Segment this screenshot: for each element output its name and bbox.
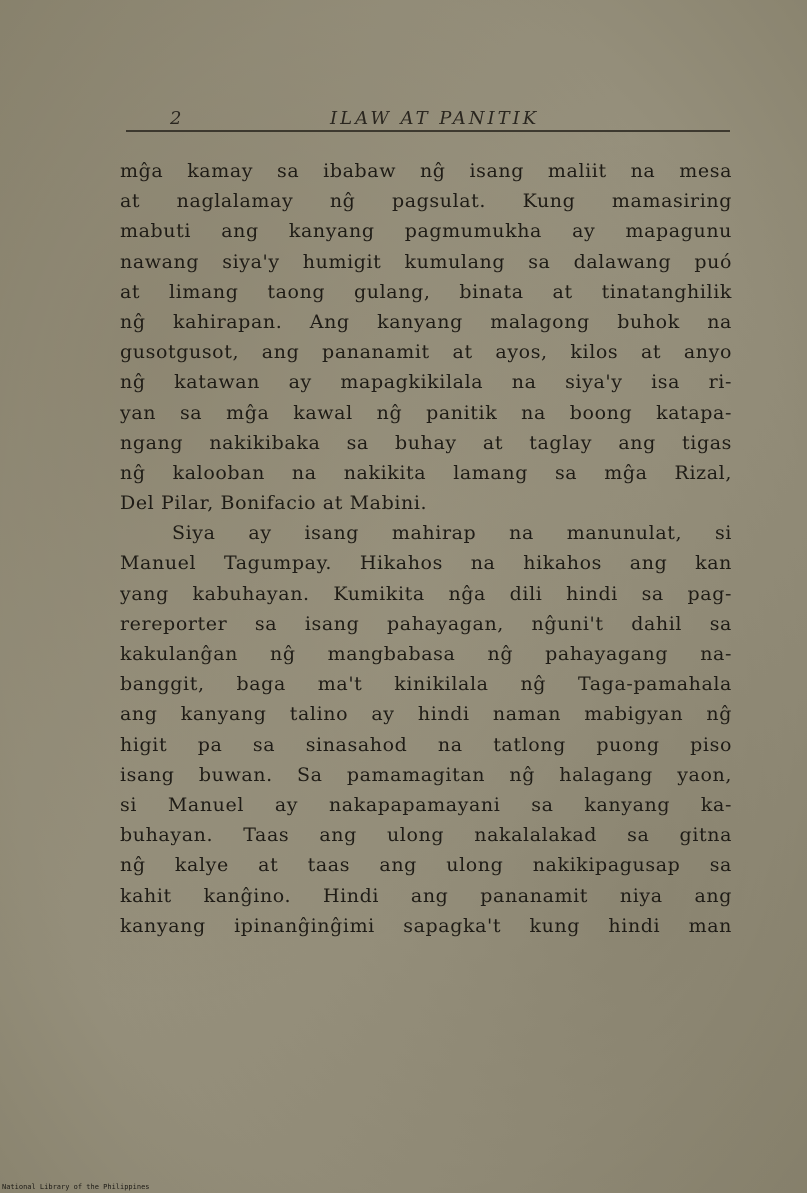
text-line: yan sa mĝa kawal nĝ panitik na boong katapa-	[120, 401, 732, 424]
text-line: higit pa sa sinasahod na tatlong puong piso	[120, 733, 732, 756]
text-line: kakulanĝan nĝ mangbabasa nĝ pahayagang na-	[120, 643, 732, 665]
text-line: mabuti ang kanyang pagmumukha ay mapagunu	[120, 220, 732, 243]
text-line: nawang siya'y humigit kumulang sa dalawang puó	[120, 250, 732, 273]
text-line: banggit, baga ma't kinikilala nĝ Taga-pamahala	[120, 673, 732, 696]
text-line: Del Pilar, Bonifacio at Mabini.	[120, 492, 428, 515]
text-line: nĝ kalooban na nakikita lamang sa mĝa Rizal,	[120, 461, 732, 484]
text-line: mĝa kamay sa ibabaw nĝ isang maliit na mesa	[120, 160, 732, 182]
text-line: si Manuel ay nakapapamayani sa kanyang ka-	[120, 793, 732, 816]
text-line: at limang taong gulang, binata at tinatanghilik	[120, 280, 732, 303]
page-number: 2	[170, 108, 182, 129]
text-line: ngang nakikibaka sa buhay at taglay ang tigas	[120, 431, 732, 454]
text-line: nĝ kahirapan. Ang kanyang malagong buhok na	[120, 310, 732, 333]
text-line: kahit kanĝino. Hindi ang pananamit niya ang	[120, 884, 732, 907]
body-text	[120, 156, 732, 941]
text-line: ang kanyang talino ay hindi naman mabigyan nĝ	[120, 703, 732, 726]
text-line: nĝ kalye at taas ang ulong nakikipagusap sa	[120, 854, 732, 877]
text-line: Siya ay isang mahirap na manunulat, si	[172, 522, 732, 545]
text-line: yang kabuhayan. Kumikita nĝa dili hindi sa pag-	[120, 582, 732, 605]
text-line: buhayan. Taas ang ulong nakalalakad sa gitna	[120, 824, 732, 847]
text-line: nĝ katawan ay mapagkikilala na siya'y isa ri-	[120, 371, 732, 394]
text-line: kanyang ipinanĝinĝimi sapagka't kung hindi man	[120, 914, 732, 937]
text-line: at naglalamay nĝ pagsulat. Kung mamasiring	[120, 190, 732, 213]
header-rule	[126, 130, 730, 132]
text-line: Manuel Tagumpay. Hikahos na hikahos ang kan	[120, 552, 732, 575]
footer-credit: National Library of the Philippines	[2, 1183, 150, 1191]
text-line: gusotgusot, ang pananamit at ayos, kilos at anyo	[120, 341, 732, 364]
text-line: isang buwan. Sa pamamagitan nĝ halagang yaon,	[120, 763, 732, 786]
text-line: rereporter sa isang pahayagan, nĝuni't dahil sa	[120, 612, 732, 635]
running-title: ILAW AT PANITIK	[330, 108, 540, 129]
